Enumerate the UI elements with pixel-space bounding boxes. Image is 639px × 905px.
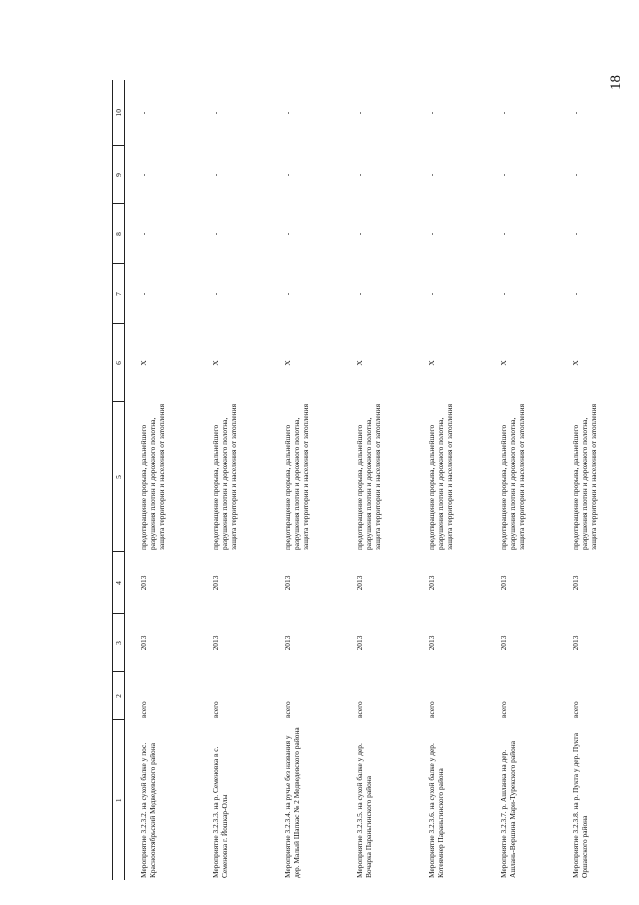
mark-cell: X — [139, 360, 148, 366]
value-cell: - — [427, 232, 436, 236]
funding-cell: всего — [139, 701, 148, 718]
value-cell: - — [427, 173, 436, 177]
funding-cell: всего — [571, 701, 580, 718]
measures-table — [112, 80, 629, 880]
end-year-cell: 2013 — [499, 575, 508, 591]
value-cell: - — [283, 292, 292, 296]
start-year-cell: 2013 — [355, 635, 364, 651]
result-cell: предотвращение прорыва, дальнейшего разрушения плотин и дорожного полотна, защита территории и населения от затопления — [571, 404, 599, 550]
value-cell: - — [571, 232, 580, 236]
result-cell: предотвращение прорыва, дальнейшего разрушения плотин и дорожного полотна, защита территории и населения от затопления — [355, 404, 383, 550]
value-cell: - — [355, 232, 364, 236]
table-row — [197, 80, 269, 880]
value-cell: - — [355, 292, 364, 296]
value-cell: - — [499, 111, 508, 115]
result-cell: предотвращение прорыва, дальнейшего разрушения плотин и дорожного полотна, защита территории и населения от затопления — [499, 404, 527, 550]
start-year-cell: 2013 — [139, 635, 148, 651]
header-cell: 2 — [113, 672, 125, 720]
mark-cell: X — [283, 360, 292, 366]
end-year-cell: 2013 — [571, 575, 580, 591]
end-year-cell: 2013 — [355, 575, 364, 591]
end-year-cell: 2013 — [139, 575, 148, 591]
rotated-table-container — [112, 80, 627, 880]
value-cell: - — [283, 173, 292, 177]
value-cell: - — [211, 232, 220, 236]
start-year-cell: 2013 — [283, 635, 292, 651]
result-cell: предотвращение прорыва, дальнейшего разрушения плотин и дорожного полотна, защита территории и населения от затопления — [427, 404, 455, 550]
header-cell: 1 — [113, 720, 125, 880]
header-cell: 5 — [113, 402, 125, 552]
value-cell: - — [499, 232, 508, 236]
mark-cell: X — [355, 360, 364, 366]
funding-cell: всего — [211, 701, 220, 718]
header-cell: 7 — [113, 264, 125, 324]
start-year-cell: 2013 — [427, 635, 436, 651]
measure-name-cell: Мероприятие 3.2.3.3. на р. Семеновка в с. Семеновка г. Йошкар-Олы — [211, 746, 230, 878]
value-cell: - — [499, 292, 508, 296]
mark-cell: X — [499, 360, 508, 366]
header-cell: 8 — [113, 204, 125, 264]
measure-name-cell: Мероприятие 3.2.3.6. на сухой балке у дер. Котеямнер Параньгинского района — [427, 743, 446, 878]
table-row — [269, 80, 341, 880]
value-cell: - — [139, 111, 148, 115]
header-row — [113, 80, 125, 880]
measure-name-cell: Мероприятие 3.2.3.2. на сухой балке у пос. Краснооктябрьский Медведевского района — [139, 742, 158, 878]
value-cell: - — [139, 232, 148, 236]
funding-cell: всего — [355, 701, 364, 718]
value-cell: - — [499, 173, 508, 177]
end-year-cell: 2013 — [427, 575, 436, 591]
mark-cell: X — [211, 360, 220, 366]
funding-cell: всего — [427, 701, 436, 718]
measure-name-cell: Мероприятие 3.2.3.4. на ручье без названия у дер. Малый Шапкас № 2 Медведевского района — [283, 727, 302, 878]
measure-name-cell: Мероприятие 3.2.3.8. на р. Пукта у дер. Пукта Оршанского района — [571, 732, 590, 878]
table-row — [413, 80, 485, 880]
value-cell: - — [355, 111, 364, 115]
start-year-cell: 2013 — [499, 635, 508, 651]
mark-cell: X — [571, 360, 580, 366]
header-cell: 6 — [113, 324, 125, 402]
table-row — [485, 80, 557, 880]
header-cell: 3 — [113, 614, 125, 672]
value-cell: - — [211, 292, 220, 296]
start-year-cell: 2013 — [211, 635, 220, 651]
start-year-cell: 2013 — [571, 635, 580, 651]
value-cell: - — [211, 111, 220, 115]
value-cell: - — [283, 232, 292, 236]
measure-name-cell: Мероприятие 3.2.3.7. р. Ашланка на дер. Ашлань-Вершина Мари-Турекского района — [499, 740, 518, 878]
result-cell: предотвращение прорыва, дальнейшего разрушения плотин и дорожного полотна, защита территории и населения от затопления — [211, 404, 239, 550]
value-cell: - — [427, 111, 436, 115]
funding-cell: всего — [283, 701, 292, 718]
mark-cell: X — [427, 360, 436, 366]
page-number: 18 — [608, 75, 624, 90]
header-cell: 4 — [113, 552, 125, 614]
value-cell: - — [571, 292, 580, 296]
result-cell: предотвращение прорыва, дальнейшего разрушения плотин и дорожного полотна, защита территории и населения от затопления — [283, 404, 311, 550]
value-cell: - — [211, 173, 220, 177]
value-cell: - — [139, 292, 148, 296]
value-cell: - — [427, 292, 436, 296]
funding-cell: всего — [499, 701, 508, 718]
table-row — [125, 80, 198, 880]
header-cell: 10 — [113, 80, 125, 146]
value-cell: - — [571, 173, 580, 177]
end-year-cell: 2013 — [211, 575, 220, 591]
end-year-cell: 2013 — [283, 575, 292, 591]
value-cell: - — [355, 173, 364, 177]
table-body — [113, 80, 630, 880]
table-row — [341, 80, 413, 880]
value-cell: - — [139, 173, 148, 177]
measure-name-cell: Мероприятие 3.2.3.5. на сухой балке у дер. Вочарка Параньгинского района — [355, 743, 374, 878]
value-cell: - — [283, 111, 292, 115]
value-cell: - — [571, 111, 580, 115]
header-cell: 9 — [113, 146, 125, 204]
table-row — [557, 80, 629, 880]
result-cell: предотвращение прорыва, дальнейшего разрушения плотин и дорожного полотна, защита территории и населения от затопления — [139, 404, 167, 550]
